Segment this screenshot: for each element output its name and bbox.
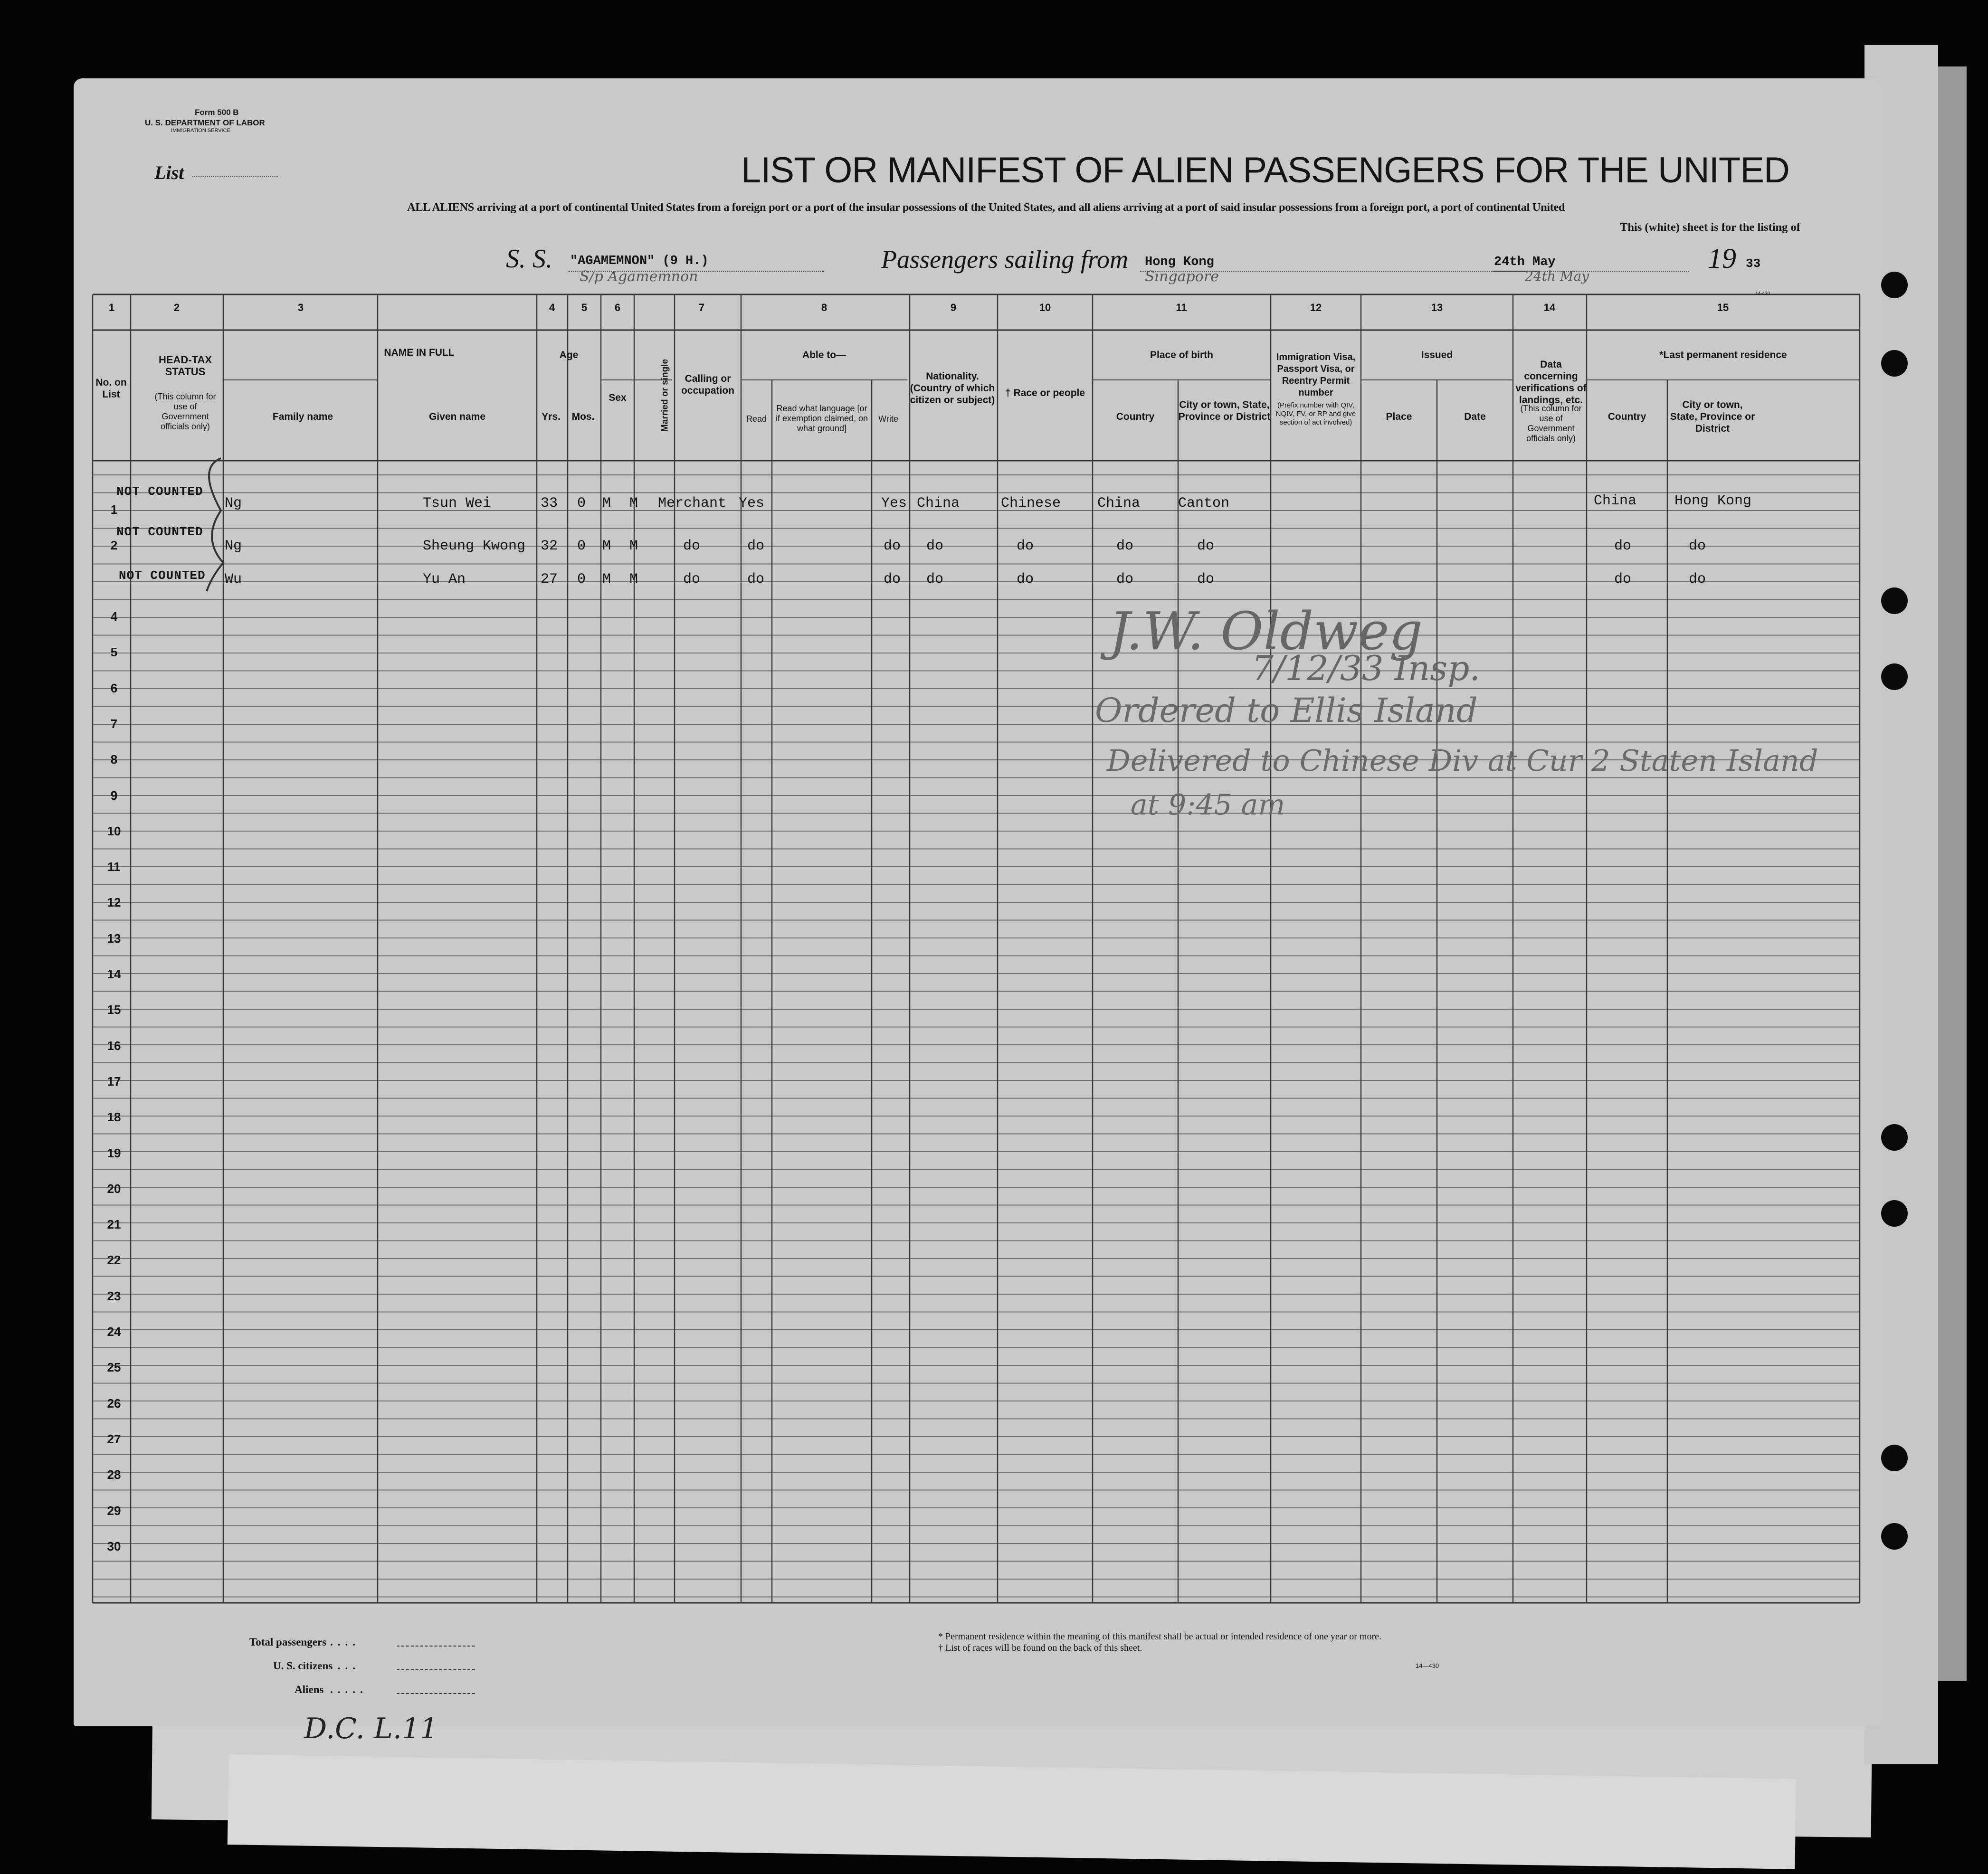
calling: do: [683, 538, 701, 554]
residence-city: do: [1689, 538, 1706, 554]
header-name-in-full: NAME IN FULL: [384, 347, 455, 358]
header-no-on-list: No. on List: [95, 377, 127, 400]
row-number: 8: [110, 752, 118, 767]
nationality: do: [926, 571, 944, 587]
bracket-mark: [188, 454, 245, 596]
punch-hole: [1881, 350, 1908, 377]
age-months: 0: [577, 571, 586, 587]
us-citizens-field: [397, 1669, 475, 1670]
head-tax-stamp: NOT COUNTED: [119, 568, 206, 583]
annotation-line-3: at 9:45 am: [1131, 788, 1285, 822]
row-number: 23: [107, 1288, 121, 1303]
row-number: 28: [107, 1467, 121, 1482]
birth-country: do: [1116, 571, 1134, 587]
header-write: Write: [878, 414, 898, 424]
can-write: do: [884, 538, 901, 554]
nationality: do: [926, 538, 944, 554]
punch-hole: [1881, 1445, 1908, 1471]
can-read: do: [747, 571, 765, 587]
punch-hole: [1881, 1200, 1908, 1227]
row-number: 14: [107, 967, 121, 981]
annotation-line-2: Delivered to Chinese Div at Cur 2 Staten Island: [1107, 743, 1818, 778]
header-issued-date: Date: [1464, 411, 1486, 422]
column-number: 15: [1717, 302, 1729, 313]
row-number: 5: [110, 645, 118, 660]
calling: Merchant: [658, 495, 727, 511]
punch-hole: [1881, 663, 1908, 690]
column-number: 13: [1431, 302, 1443, 313]
header-visa: Immigration Visa, Passport Visa, or Reentry Permit number: [1276, 352, 1356, 398]
row-number: 29: [107, 1503, 121, 1518]
age-years: 32: [541, 538, 558, 554]
married: M: [629, 571, 638, 587]
column-number: 9: [950, 302, 957, 313]
header-issued: Issued: [1421, 350, 1453, 360]
margin-scribble: D.C. L.11: [304, 1712, 438, 1745]
age-years: 33: [541, 495, 558, 511]
header-res-country: Country: [1608, 411, 1646, 422]
can-write: do: [884, 571, 901, 587]
column-number: 11: [1176, 302, 1187, 313]
birth-city: do: [1197, 538, 1215, 554]
header-issued-place: Place: [1386, 411, 1412, 422]
row-number: 17: [107, 1074, 121, 1088]
sex: M: [602, 538, 611, 554]
page-title: LIST OR MANIFEST OF ALIEN PASSENGERS FOR THE UNITED: [741, 150, 1789, 190]
form-number: Form 500 B: [195, 108, 239, 117]
header-race: † Race or people: [1005, 388, 1085, 398]
page-subtitle: ALL ALIENS arriving at a port of continental United States from a foreign port or a port of the insular possessions of the United States, and all aliens arriving at a port of said insular possessions from a foreign port, a port of continental United: [407, 201, 1565, 214]
ship-note: S/p Agamemnon: [580, 268, 698, 285]
head-tax-stamp: NOT COUNTED: [116, 484, 203, 499]
list-label: List: [154, 162, 184, 183]
birth-city: Canton: [1178, 495, 1230, 511]
header-birth-city: City or town, State, Province or District: [1178, 399, 1271, 422]
list-number-field: [192, 176, 278, 177]
sex: M: [602, 571, 611, 587]
age-months: 0: [577, 495, 586, 511]
age-months: 0: [577, 538, 586, 554]
family-name: Ng: [225, 495, 242, 511]
residence-country: China: [1594, 493, 1637, 509]
birth-city: do: [1197, 571, 1215, 587]
row-number: 9: [110, 788, 118, 803]
manifest-grid: [74, 78, 1881, 1726]
race: do: [1017, 538, 1034, 554]
given-name: Yu An: [423, 571, 466, 587]
row-number: 27: [107, 1431, 121, 1446]
row-number: 11: [107, 860, 121, 874]
column-number: 3: [297, 302, 304, 313]
given-name: Sheung Kwong: [423, 538, 526, 554]
footnote-races: † List of races will be found on the back of this sheet.: [938, 1643, 1142, 1653]
aliens-field: [397, 1693, 475, 1694]
sex: M: [602, 495, 611, 511]
total-passengers-label: Total passengers: [249, 1636, 327, 1648]
sailing-label: Passengers sailing from: [881, 245, 1129, 274]
year-prefix: 19: [1708, 243, 1736, 274]
column-number: 10: [1039, 302, 1051, 313]
row-number: 30: [107, 1539, 121, 1553]
column-number: 5: [581, 302, 588, 313]
header-age: Age: [559, 350, 579, 360]
header-landings: Data concerning verifications of landings, etc.: [1515, 359, 1587, 406]
row-number: 19: [107, 1145, 121, 1160]
row-number: 15: [107, 1003, 121, 1017]
punch-hole: [1881, 1124, 1908, 1151]
header-last-residence: *Last permanent residence: [1659, 350, 1787, 360]
port-name: Hong Kong: [1145, 255, 1214, 269]
header-mos: Mos.: [571, 411, 595, 422]
header-nationality: Nationality. (Country of which citizen or subject): [910, 371, 995, 406]
family-name: Ng: [225, 538, 242, 554]
total-passengers-field: [397, 1646, 475, 1647]
birth-country: China: [1097, 495, 1141, 511]
age-years: 27: [541, 571, 558, 587]
row-number: 21: [107, 1217, 121, 1232]
header-read-language: Read what language [or if exemption claimed, on what ground]: [775, 404, 868, 433]
head-tax-stamp: NOT COUNTED: [116, 525, 203, 539]
header-calling: Calling or occupation: [681, 373, 734, 396]
column-number: 8: [821, 302, 828, 313]
column-number: 14: [1543, 302, 1556, 313]
header-head-tax-note: (This column for use of Government officials only): [154, 392, 216, 431]
race: do: [1017, 571, 1034, 587]
column-number: 12: [1310, 302, 1322, 313]
header-res-city: City or town, State, Province or District: [1670, 399, 1755, 434]
header-landings-note: (This column for use of Government officials only): [1520, 404, 1582, 443]
inspector-signature: J.W. Oldweg: [1109, 601, 1423, 662]
row-number: 1: [110, 502, 118, 517]
sailing-date: 24th May: [1494, 255, 1556, 269]
row-number: 4: [110, 609, 118, 624]
header-birth-country: Country: [1116, 411, 1155, 422]
residence-country: do: [1614, 571, 1632, 587]
header-sex: Sex: [609, 392, 627, 403]
can-read: do: [747, 538, 765, 554]
department: U. S. DEPARTMENT OF LABOR: [145, 118, 265, 127]
row-number: 6: [110, 681, 118, 695]
ss-label: S. S.: [506, 244, 552, 274]
nationality: China: [917, 495, 960, 511]
header-given-name: Given name: [428, 411, 486, 422]
row-number: 10: [107, 823, 121, 838]
row-number: 13: [107, 931, 121, 946]
row-number: 16: [107, 1038, 121, 1053]
row-number: 20: [107, 1181, 121, 1196]
residence-city: do: [1689, 571, 1706, 587]
column-number: 1: [108, 302, 115, 313]
row-number: 26: [107, 1396, 121, 1410]
year-suffix: 33: [1746, 256, 1761, 271]
page-subtitle-2: This (white) sheet is for the listing of: [1620, 221, 1800, 234]
header-head-tax: HEAD-TAX STATUS: [158, 354, 212, 378]
given-name: Tsun Wei: [423, 495, 492, 511]
service: IMMIGRATION SERVICE: [171, 128, 230, 133]
row-number: 12: [107, 895, 121, 910]
row-number: 22: [107, 1253, 121, 1268]
port-note: Singapore: [1145, 268, 1219, 285]
header-married: Married or single: [660, 359, 670, 432]
header-place-of-birth: Place of birth: [1150, 350, 1214, 360]
punch-hole: [1881, 587, 1908, 614]
residence-country: do: [1614, 538, 1632, 554]
married: M: [629, 495, 638, 511]
column-number: 6: [614, 302, 621, 313]
header-able-to: Able to—: [802, 350, 847, 360]
married: M: [629, 538, 638, 554]
row-number: 7: [110, 716, 118, 731]
inspection-date: 7/12/33 Insp.: [1252, 648, 1481, 688]
footer-code: 14—430: [1416, 1662, 1439, 1669]
birth-country: do: [1116, 538, 1134, 554]
row-number: 2: [110, 538, 118, 552]
family-name: Wu: [225, 571, 242, 587]
column-number: 7: [698, 302, 705, 313]
can-write: Yes: [881, 495, 907, 511]
column-number: 2: [173, 302, 180, 313]
adjacent-page-edge: [1938, 66, 1967, 1681]
aliens-label: Aliens: [295, 1684, 324, 1695]
race: Chinese: [1001, 495, 1061, 511]
date-note: 24th May: [1525, 268, 1589, 284]
header-visa-note: (Prefix number with QIV, NQIV, FV, or RP and give section of act involved): [1275, 401, 1356, 426]
column-number: 4: [549, 302, 555, 313]
form-code: 14-430: [1755, 291, 1770, 296]
header-yrs: Yrs.: [542, 411, 561, 422]
punch-hole: [1881, 272, 1908, 298]
row-number: 18: [107, 1110, 121, 1125]
row-number: 24: [107, 1325, 121, 1339]
header-family-name: Family name: [272, 411, 333, 422]
annotation-line-1: Ordered to Ellis Island: [1095, 691, 1478, 730]
calling: do: [683, 571, 701, 587]
manifest-sheet: Form 500 B U. S. DEPARTMENT OF LABOR IMMIGRATION SERVICE List LIST OR MANIFEST OF ALIEN PASSENGERS FOR THE UNITED ALL ALIENS arriving at a port of continental United States from a foreign port or a port of the insular possessions of the United States, and all aliens arriving at a port of said insular possessions from a foreign port, a port of continental United This (white) sheet is for the listing of S. S. "AGAMEMNON" (9 H.) S/p Agamemnon Passengers sailing from Hong Kong Singapore 24th May 24th May 19 33 14-430 1 2 3 4 5 6 7 8 9 10 11 12 13 14 15 No. on List HEAD-TAX STATUS (This column for use of Government officials only) NAME IN FULL Family name Given name Age Yrs. Mos. Sex Married or single Calling or occupation Able to— Read Read what language [or if exemption claimed, on what ground] Write Nationality. (Country of which citizen or subject) † Race or people Place of birth Country City or town, State, Province or District Immigration Visa, Passport Visa, or Reentry Permit number (Prefix number with QIV, NQIV, FV, or RP and give section of act involved) Issued Place Date Data concerning verifications of landings, etc. (This column for use of Government officials only) *Last permanent residence Country City or town, State, Province or District 1 NOT COUNTED Ng Tsun Wei 33 0 M M Merchant Yes Yes China Chinese China Canton China Hong Kong 2 NOT COUNTED Ng Sheung Kwong 32 0 M M do do do do do do do do do NOT COUNTED Wu Yu An 27 0 M M do do do do do do do do do 4 5 6 7 8 9 10 11 12 13 14 15 16 17 18 19 20 21 22 23 24 25 26 27 28 29 30 J.W. Oldweg 7/12/33 Insp. Ordered to Ellis Island Delivered to Chinese Div at Cur 2 Staten Island at 9:45 am Total passengers .... U. S. citizens .... Aliens ..... * Permanent residence within the meaning of this manifest shall be actual or intended residence of one year or more. † List of races will be found on the back of this sheet. 14—430: [74, 78, 1881, 1726]
can-read: Yes: [739, 495, 765, 511]
residence-city: Hong Kong: [1674, 493, 1752, 509]
ship-name: "AGAMEMNON" (9 H.): [570, 254, 709, 268]
footnote-residence: * Permanent residence within the meaning of this manifest shall be actual or intended residence of one year or more.: [938, 1631, 1382, 1642]
header-read: Read: [746, 414, 767, 424]
us-citizens-label: U. S. citizens: [273, 1660, 333, 1672]
row-number: 25: [107, 1360, 121, 1375]
punch-hole: [1881, 1523, 1908, 1550]
